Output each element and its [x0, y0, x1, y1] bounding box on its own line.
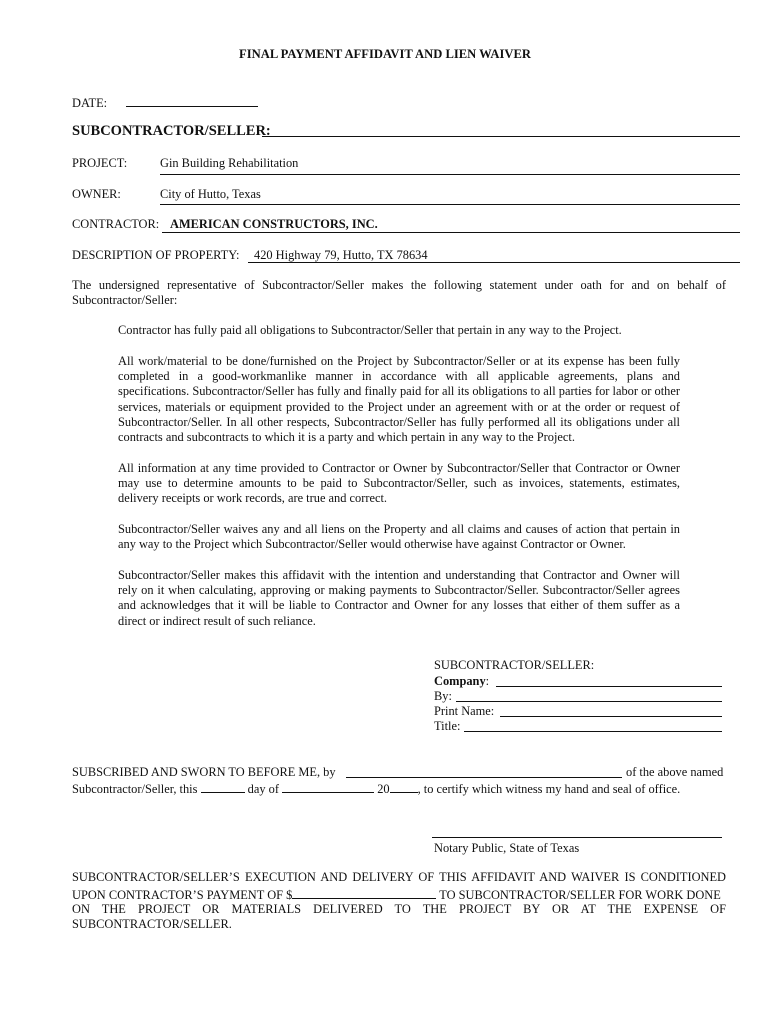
sworn-day-field[interactable]	[201, 780, 245, 793]
sworn-this-label: Subcontractor/Seller, this	[72, 782, 198, 796]
project-value: Gin Building Rehabilitation	[160, 156, 299, 170]
intro-paragraph: The undersigned representative of Subcontractor/Seller makes the following statement under oath for and on behalf of Subcontractor/Seller:	[72, 278, 726, 308]
project-label: PROJECT:	[72, 156, 128, 170]
print-name-label: Print Name:	[434, 704, 495, 718]
contractor-label: CONTRACTOR:	[72, 217, 160, 231]
company-colon: :	[485, 674, 490, 688]
date-row	[72, 94, 258, 111]
sworn-prefix: SUBSCRIBED AND SWORN TO BEFORE ME, by	[72, 765, 336, 779]
owner-underline	[160, 204, 740, 205]
notary-signature-line[interactable]	[432, 837, 722, 838]
by-label: By:	[434, 689, 452, 703]
sworn-line-2	[72, 780, 680, 797]
statement-paid: Contractor has fully paid all obligations to Subcontractor/Seller that pertain in any way to the Project.	[118, 323, 622, 337]
property-underline	[248, 262, 740, 263]
document-title: FINAL PAYMENT AFFIDAVIT AND LIEN WAIVER	[239, 47, 531, 61]
notary-label: Notary Public, State of Texas	[434, 841, 580, 855]
statement-work-completed: All work/material to be done/furnished on the Project by Subcontractor/Seller or at its expense has been fully completed in a good-workmanlike manner in accordance with all applicable agreements, plans and specifications. Subcontractor/Seller has fully and finally paid for all its obligations to all parties for labor or other services, materials or equipment provided to the Project under an agreement with or at the order or request of Subcontractor/Seller. In all other respects, Subcontractor/Seller has fully performed all its obligations under all contracts and subcontracts to which it is a party and which pertain in any way to the Project.	[118, 354, 680, 445]
property-label: DESCRIPTION OF PROPERTY:	[72, 248, 240, 262]
sworn-year-field[interactable]	[390, 780, 418, 793]
contractor-underline	[162, 232, 740, 233]
condition-line-4: SUBCONTRACTOR/SELLER.	[72, 917, 232, 931]
print-name-field[interactable]	[500, 716, 722, 717]
project-underline	[160, 174, 740, 175]
property-value: 420 Highway 79, Hutto, TX 78634	[254, 248, 428, 262]
title-label: Title:	[434, 719, 461, 733]
payment-amount-field[interactable]	[292, 886, 436, 899]
statement-information-true: All information at any time provided to Contractor or Owner by Subcontractor/Seller that Contractor or Owner may use to determine amounts to be paid to Subcontractor/Seller, such as invoices, statements, estimates, delivery receipts or work records, are true and correct.	[118, 461, 680, 506]
sworn-suffix: of the above named	[626, 765, 724, 779]
condition-line-1: SUBCONTRACTOR/SELLER’S EXECUTION AND DELIVERY OF THIS AFFIDAVIT AND WAIVER IS CONDITIONED	[72, 870, 726, 884]
condition-payment-label: UPON CONTRACTOR’S PAYMENT OF $	[72, 888, 293, 902]
title-field[interactable]	[464, 731, 722, 732]
owner-value: City of Hutto, Texas	[160, 187, 261, 201]
contractor-value: AMERICAN CONSTRUCTORS, INC.	[170, 217, 378, 231]
company-label: Company	[434, 674, 486, 688]
condition-work-done-text: TO SUBCONTRACTOR/SELLER FOR WORK DONE	[439, 888, 721, 902]
company-field[interactable]	[496, 686, 722, 687]
sworn-year-prefix: 20	[377, 782, 390, 796]
sworn-month-field[interactable]	[282, 780, 374, 793]
owner-label: OWNER:	[72, 187, 121, 201]
condition-line-2	[72, 886, 726, 903]
signature-heading: SUBCONTRACTOR/SELLER:	[434, 658, 595, 672]
date-label: DATE:	[72, 96, 108, 110]
subcontractor-seller-label: SUBCONTRACTOR/SELLER:	[72, 123, 271, 139]
company-row	[434, 674, 489, 689]
by-field[interactable]	[456, 701, 722, 702]
sworn-day-of-label: day of	[247, 782, 279, 796]
date-field[interactable]	[126, 94, 258, 107]
sworn-certify-text: , to certify which witness my hand and seal of office.	[417, 782, 681, 796]
condition-line-3: ON THE PROJECT OR MATERIALS DELIVERED TO THE PROJECT BY OR AT THE EXPENSE OF	[72, 902, 726, 916]
statement-reliance: Subcontractor/Seller makes this affidavit with the intention and understanding that Contractor and Owner will rely on it when calculating, approving or making payments to Subcontractor/Seller. Subcontractor/Seller agrees and acknowledges that it will be liable to Contractor and Owner for any losses that either of them suffer as a direct or indirect result of such reliance.	[118, 568, 680, 628]
subcontractor-seller-field[interactable]	[262, 136, 740, 137]
statement-waiver: Subcontractor/Seller waives any and all liens on the Property and all claims and causes of action that pertain in any way to the Project which Subcontractor/Seller would otherwise have against Contractor or Owner.	[118, 522, 680, 552]
sworn-by-field[interactable]	[346, 777, 622, 778]
